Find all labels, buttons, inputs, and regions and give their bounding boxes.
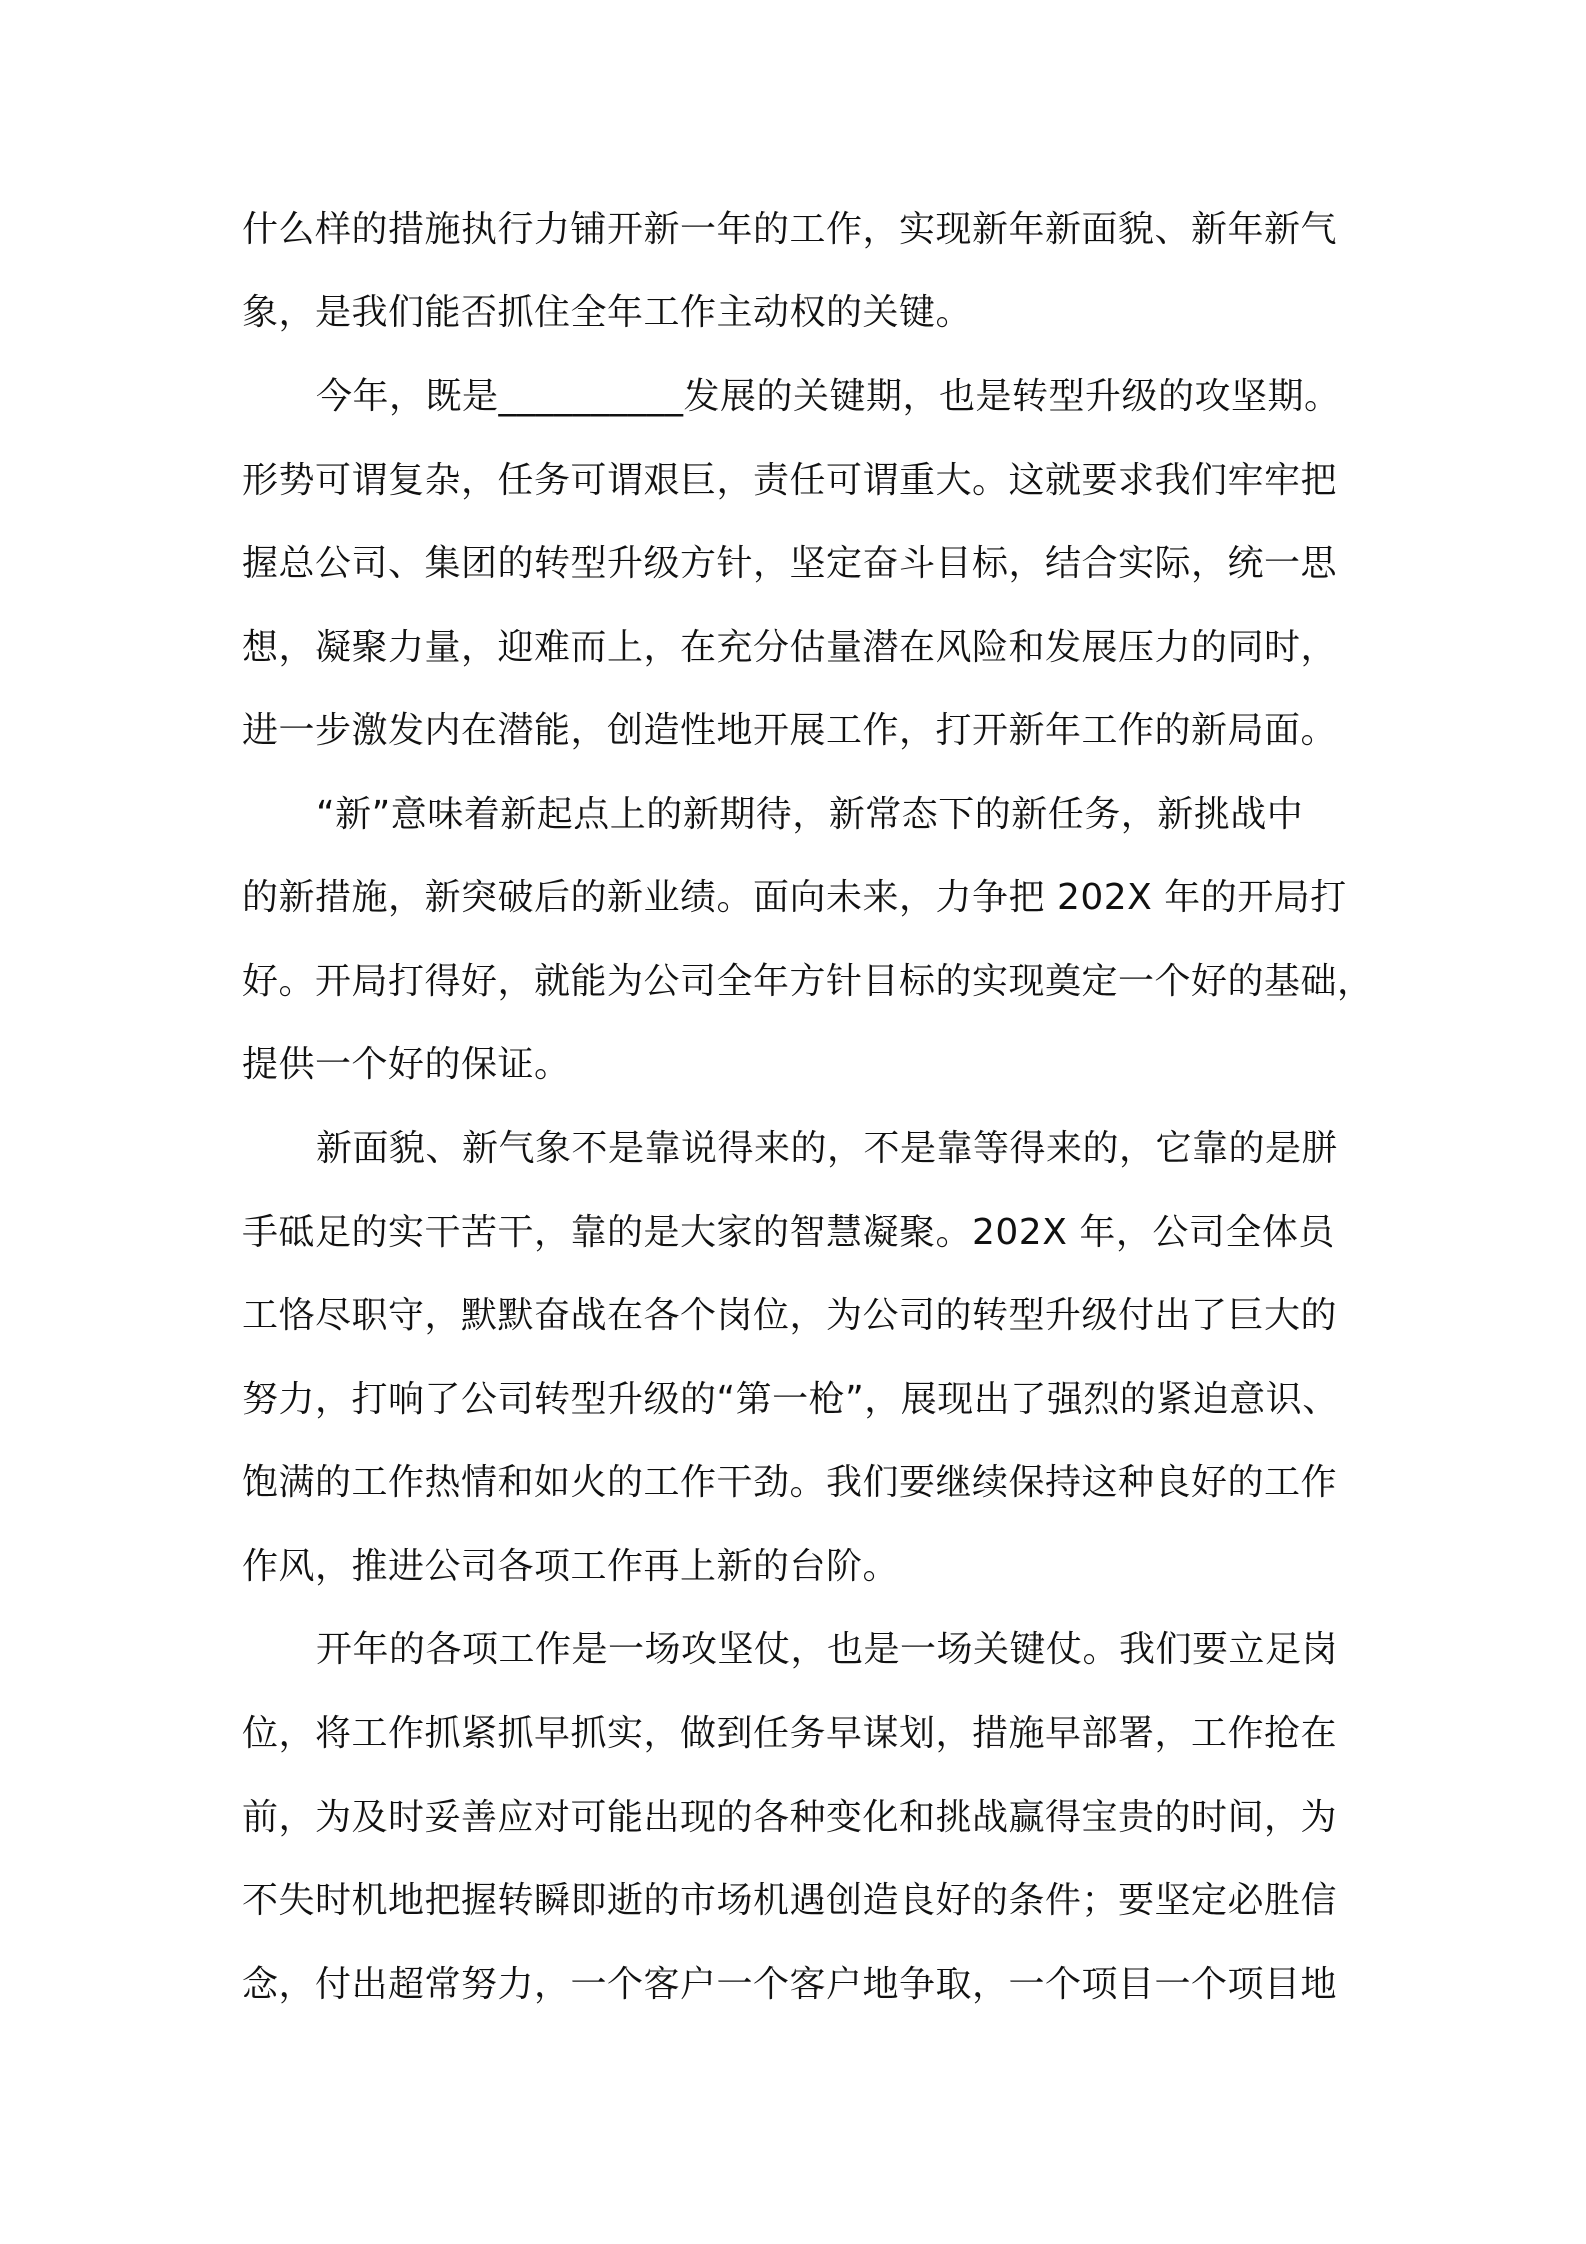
text-line: 新面貌、新气象不是靠说得来的，不是靠等得来的，它靠的是胼	[316, 1128, 1339, 1169]
text-line: 念，付出超常努力，一个客户一个客户地争取，一个项目一个项目地	[242, 1964, 1338, 2005]
text-line: 作风，推进公司各项工作再上新的台阶。	[242, 1546, 900, 1587]
text-line: 不失时机地把握转瞬即逝的市场机遇创造良好的条件；要坚定必胜信	[242, 1880, 1338, 1921]
text-line: 的新措施，新突破后的新业绩。面向未来，力争把 202X 年的开局打	[242, 877, 1347, 918]
text-line: 努力，打响了公司转型升级的“第一枪”，展现出了强烈的紧迫意识、	[242, 1379, 1339, 1420]
text-line: 手砥足的实干苦干，靠的是大家的智慧凝聚。202X 年，公司全体员	[242, 1212, 1335, 1253]
text-line: 开年的各项工作是一场攻坚仗，也是一场关键仗。我们要立足岗	[316, 1629, 1339, 1670]
text-line: 象，是我们能否抓住全年工作主动权的关键。	[242, 292, 973, 333]
text-line: 饱满的工作热情和如火的工作干劲。我们要继续保持这种良好的工作	[242, 1462, 1338, 1503]
text-line: 工恪尽职守，默默奋战在各个岗位，为公司的转型升级付出了巨大的	[242, 1295, 1338, 1336]
text-line: 想，凝聚力量，迎难而上，在充分估量潜在风险和发展压力的同时，	[242, 627, 1338, 668]
text-line: 形势可谓复杂，任务可谓艰巨，责任可谓重大。这就要求我们牢牢把	[242, 460, 1338, 501]
text-line: 今年，既是__________发展的关键期，也是转型升级的攻坚期。	[316, 376, 1341, 417]
text-line: 好。开局打得好，就能为公司全年方针目标的实现奠定一个好的基础，	[242, 961, 1374, 1002]
text-line: 位，将工作抓紧抓早抓实，做到任务早谋划，措施早部署，工作抢在	[242, 1713, 1338, 1754]
text-line: “新”意味着新起点上的新期待，新常态下的新任务，新挑战中	[316, 794, 1304, 835]
text-line: 什么样的措施执行力铺开新一年的工作，实现新年新面貌、新年新气	[242, 209, 1338, 250]
text-line: 提供一个好的保证。	[242, 1044, 571, 1085]
text-line: 进一步激发内在潜能，创造性地开展工作，打开新年工作的新局面。	[242, 710, 1338, 751]
text-line: 握总公司、集团的转型升级方针，坚定奋斗目标，结合实际，统一思	[242, 543, 1338, 584]
text-line: 前，为及时妥善应对可能出现的各种变化和挑战赢得宝贵的时间，为	[242, 1797, 1338, 1838]
